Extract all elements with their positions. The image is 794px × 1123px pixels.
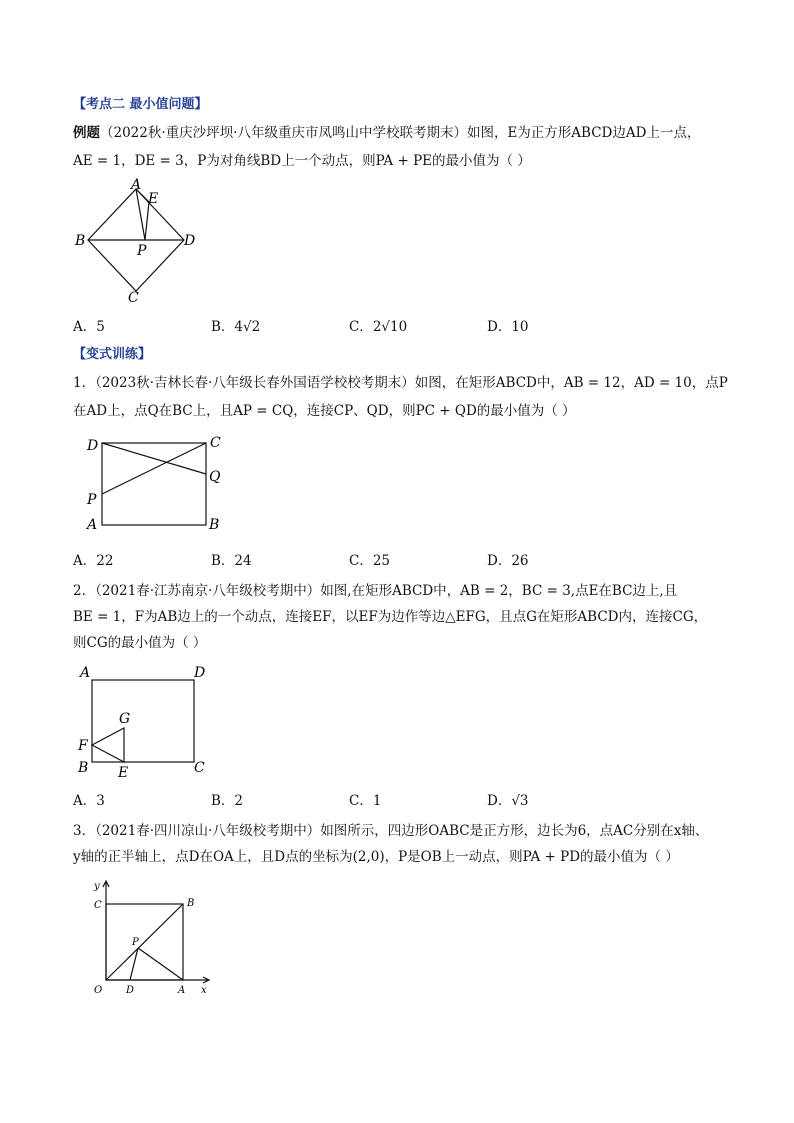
q1-option-a: A．22 xyxy=(73,553,114,569)
example-line-2: AE = 1，DE = 3，P为对角线BD上一个动点，则PA + PE的最小值为（ ） xyxy=(73,153,531,169)
q1-option-d: D．26 xyxy=(487,553,529,569)
label-c: C xyxy=(94,900,102,911)
q2-option-d: D．√3 xyxy=(487,793,529,809)
q3-figure xyxy=(86,876,216,1002)
q1-option-b: B．24 xyxy=(211,553,252,569)
label-a: A xyxy=(87,517,98,533)
triangle-efg xyxy=(92,728,124,762)
label-c: C xyxy=(210,435,221,451)
label-p: P xyxy=(87,492,97,508)
segment-pc xyxy=(102,443,206,494)
label-g: G xyxy=(119,711,131,727)
q2-line-1: 2．（2021春·江苏南京·八年级校考期中）如图,在矩形ABCD中，AB = 2，BC = 3,点E在BC边上,且 xyxy=(73,583,678,599)
label-b: B xyxy=(78,760,89,776)
q3-line-2: y轴的正半轴上，点D在OA上，且D点的坐标为(2,0)，P是OB上一动点，则PA + PD的最小值为（ ） xyxy=(73,849,679,865)
label-p: P xyxy=(137,243,147,259)
example-text-1: （2022秋·重庆沙坪坝·八年级重庆市凤鸣山中学校联考期末）如图，E为正方形ABCD边AD上一点， xyxy=(100,125,701,141)
label-c: C xyxy=(194,760,205,776)
q3-line-1: 3．（2021春·四川凉山·八年级校考期中）如图所示，四边形OABC是正方形，边长为6，点AC分别在x轴、 xyxy=(73,823,709,839)
label-a: A xyxy=(178,985,186,996)
example-option-b: B．4√2 xyxy=(211,319,261,335)
q1-figure xyxy=(80,430,240,540)
q1-line-1: 1．（2023秋·吉林长春·八年级长春外国语学校校考期末）如图，在矩形ABCD中，AB = 12，AD = 10，点P xyxy=(73,375,728,391)
q1-line-2: 在AD上，点Q在BC上，且AP = CQ，连接CP、QD，则PC + QD的最小值为（ ） xyxy=(73,403,576,419)
example-option-c: C．2√10 xyxy=(349,319,408,335)
label-d: D xyxy=(126,985,135,996)
label-p: P xyxy=(132,937,139,948)
diagonal-ob xyxy=(106,904,183,980)
rectangle-abcd xyxy=(92,680,194,762)
q2-figure xyxy=(72,664,222,784)
q1-option-c: C．25 xyxy=(349,553,391,569)
example-option-d: D．10 xyxy=(487,319,529,335)
label-a: A xyxy=(131,177,142,193)
q2-option-b: B．2 xyxy=(211,793,244,809)
label-b: B xyxy=(209,517,220,533)
segment-pe xyxy=(145,202,149,240)
label-d: D xyxy=(194,665,206,681)
example-figure xyxy=(70,176,220,306)
label-d: D xyxy=(184,233,196,249)
section-heading: 【考点二 最小值问题】 xyxy=(73,97,208,112)
label-b: B xyxy=(75,233,86,249)
label-q: Q xyxy=(209,469,221,485)
example-label: 例题 xyxy=(73,125,100,141)
example-line-1 xyxy=(73,124,700,142)
label-d: D xyxy=(87,438,99,454)
label-x: x xyxy=(201,985,207,996)
example-option-a: A．5 xyxy=(73,319,105,335)
label-y: y xyxy=(94,881,100,892)
q2-option-a: A．3 xyxy=(73,793,105,809)
q2-line-3: 则CG的最小值为（ ） xyxy=(73,635,207,651)
rectangle-abcd xyxy=(102,443,206,525)
label-e: E xyxy=(118,765,129,781)
label-e: E xyxy=(148,191,159,207)
label-c: C xyxy=(128,290,139,306)
training-heading: 【变式训练】 xyxy=(73,347,152,362)
segment-dq xyxy=(102,443,206,474)
q2-line-2: BE = 1，F为AB边上的一个动点，连接EF，以EF为边作等边△EFG，且点G在矩形ABCD内，连接CG， xyxy=(73,609,708,625)
label-f: F xyxy=(78,738,88,754)
label-b: B xyxy=(187,898,195,909)
label-o: O xyxy=(94,985,103,996)
q2-option-c: C．1 xyxy=(349,793,382,809)
segment-pa xyxy=(138,948,183,980)
label-a: A xyxy=(80,665,91,681)
